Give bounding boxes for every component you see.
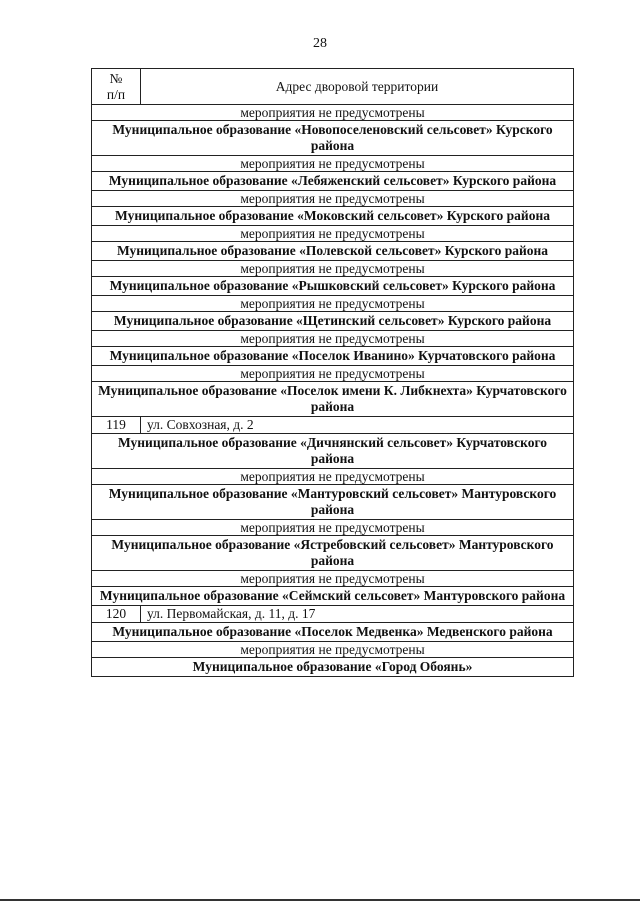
municipality-heading-row	[92, 382, 574, 417]
table-body	[92, 69, 574, 677]
no-measures-note: мероприятия не предусмотрены	[92, 156, 574, 172]
municipality-heading-row	[92, 121, 574, 156]
address-entry-row	[92, 606, 574, 623]
municipality-heading-row	[92, 172, 574, 191]
no-measures-row	[92, 156, 574, 172]
entry-address: ул. Первомайская, д. 11, д. 17	[141, 606, 574, 623]
no-measures-row	[92, 469, 574, 485]
header-number-cell: № п/п	[92, 69, 141, 105]
no-measures-row	[92, 296, 574, 312]
no-measures-note: мероприятия не предусмотрены	[92, 261, 574, 277]
entry-number: 119	[92, 417, 141, 434]
no-measures-row	[92, 366, 574, 382]
municipality-heading-row	[92, 347, 574, 366]
no-measures-note: мероприятия не предусмотрены	[92, 191, 574, 207]
municipality-heading-row	[92, 485, 574, 520]
no-measures-row	[92, 261, 574, 277]
address-entry-row	[92, 417, 574, 434]
municipality-heading-row	[92, 536, 574, 571]
municipality-heading: Муниципальное образование «Город Обоянь»	[92, 658, 574, 677]
municipality-heading: Муниципальное образование «Ястребовский сельсовет» Мантуровского района	[92, 536, 574, 571]
municipality-heading: Муниципальное образование «Полевской сельсовет» Курского района	[92, 242, 574, 261]
municipality-heading: Муниципальное образование «Дичнянский сельсовет» Курчатовского района	[92, 434, 574, 469]
municipality-heading-row	[92, 434, 574, 469]
municipality-heading-row	[92, 207, 574, 226]
no-measures-row	[92, 571, 574, 587]
no-measures-row	[92, 520, 574, 536]
municipality-heading-row	[92, 277, 574, 296]
address-table	[91, 68, 574, 677]
header-address-cell: Адрес дворовой территории	[141, 69, 574, 105]
no-measures-row	[92, 226, 574, 242]
municipality-heading-row	[92, 658, 574, 677]
no-measures-row	[92, 642, 574, 658]
municipality-heading-row	[92, 242, 574, 261]
municipality-heading: Муниципальное образование «Сеймский сельсовет» Мантуровского района	[92, 587, 574, 606]
municipality-heading: Муниципальное образование «Мантуровский сельсовет» Мантуровского района	[92, 485, 574, 520]
municipality-heading: Муниципальное образование «Рышковский сельсовет» Курского района	[92, 277, 574, 296]
no-measures-note: мероприятия не предусмотрены	[92, 331, 574, 347]
no-measures-note: мероприятия не предусмотрены	[92, 469, 574, 485]
no-measures-note: мероприятия не предусмотрены	[92, 571, 574, 587]
no-measures-row	[92, 191, 574, 207]
municipality-heading: Муниципальное образование «Поселок имени К. Либкнехта» Курчатовского района	[92, 382, 574, 417]
municipality-heading: Муниципальное образование «Новопоселеновский сельсовет» Курского района	[92, 121, 574, 156]
municipality-heading: Муниципальное образование «Моковский сельсовет» Курского района	[92, 207, 574, 226]
no-measures-row	[92, 105, 574, 121]
municipality-heading-row	[92, 587, 574, 606]
page-number: 28	[313, 36, 327, 51]
no-measures-note: мероприятия не предусмотрены	[92, 296, 574, 312]
bottom-scan-edge	[0, 899, 640, 901]
entry-address: ул. Совхозная, д. 2	[141, 417, 574, 434]
table-header-row	[92, 69, 574, 105]
municipality-heading: Муниципальное образование «Поселок Иванино» Курчатовского района	[92, 347, 574, 366]
municipality-heading: Муниципальное образование «Лебяженский сельсовет» Курского района	[92, 172, 574, 191]
no-measures-row	[92, 331, 574, 347]
municipality-heading: Муниципальное образование «Щетинский сельсовет» Курского района	[92, 312, 574, 331]
no-measures-note: мероприятия не предусмотрены	[92, 226, 574, 242]
municipality-heading-row	[92, 623, 574, 642]
no-measures-note: мероприятия не предусмотрены	[92, 642, 574, 658]
no-measures-note: мероприятия не предусмотрены	[92, 105, 574, 121]
no-measures-note: мероприятия не предусмотрены	[92, 520, 574, 536]
municipality-heading: Муниципальное образование «Поселок Медвенка» Медвенского района	[92, 623, 574, 642]
entry-number: 120	[92, 606, 141, 623]
municipality-heading-row	[92, 312, 574, 331]
no-measures-note: мероприятия не предусмотрены	[92, 366, 574, 382]
